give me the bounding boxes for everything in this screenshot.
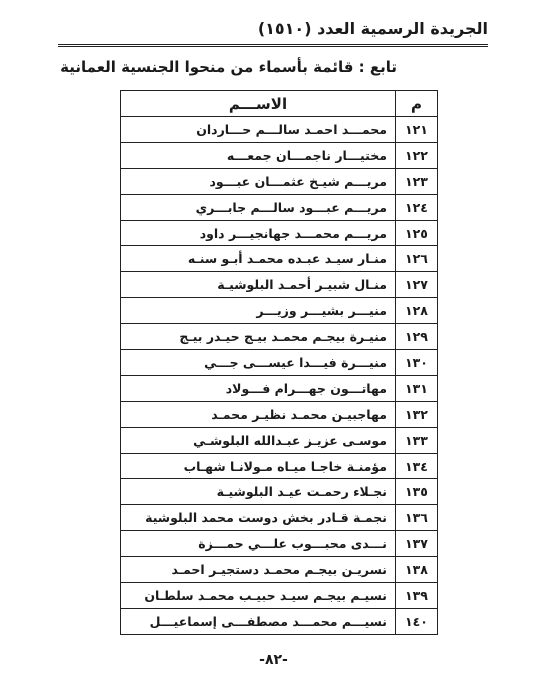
row-name: منـال شبيـر أحمـد البلوشيـة [121, 272, 396, 298]
row-name: مهاجبيـن محمـد نظيـر محمـد [121, 401, 396, 427]
names-table [120, 90, 438, 635]
table-body [121, 117, 438, 635]
row-number: ١٣٤ [396, 453, 438, 479]
table-row [121, 479, 438, 505]
row-number: ١٢٤ [396, 194, 438, 220]
table-header-row [121, 91, 438, 117]
list-subtitle: تابع : قائمة بأسماء من منحوا الجنسية العمانية [60, 58, 397, 76]
table-row [121, 427, 438, 453]
table-row [121, 401, 438, 427]
row-name: مختيـــار ناجمـــان جمعـــه [121, 142, 396, 168]
row-number: ١٣٣ [396, 427, 438, 453]
table-row [121, 194, 438, 220]
table-row [121, 505, 438, 531]
row-number: ١٣١ [396, 375, 438, 401]
table-row [121, 557, 438, 583]
row-name: نسيـم بيجـم سيـد حبيـب محمـد سلطـان [121, 583, 396, 609]
row-number: ١٣٠ [396, 350, 438, 376]
row-name: مريـــم عبـــود سالـــم جابـــري [121, 194, 396, 220]
table-row [121, 142, 438, 168]
table-row [121, 272, 438, 298]
row-number: ١٤٠ [396, 608, 438, 634]
row-number: ١٣٦ [396, 505, 438, 531]
row-name: مؤمنـة خاجـا ميـاه مـولانـا شهـاب [121, 453, 396, 479]
gazette-title: الجريدة الرسمية العدد (١٥١٠) [257, 18, 488, 38]
row-number: ١٢١ [396, 117, 438, 143]
table-row [121, 375, 438, 401]
row-number: ١٢٧ [396, 272, 438, 298]
row-number: ١٣٧ [396, 531, 438, 557]
row-name: موسـى عزيـز عبـدالله البلوشـي [121, 427, 396, 453]
row-name: محمـــد احمـد سالـــم حـــاردان [121, 117, 396, 143]
row-name: نجـلاء رحمـت عيـد البلوشيـة [121, 479, 396, 505]
row-name: نـــدى محبـــوب علـــي حمـــزة [121, 531, 396, 557]
table-row [121, 350, 438, 376]
row-number: ١٣٢ [396, 401, 438, 427]
row-number: ١٣٨ [396, 557, 438, 583]
table-row [121, 298, 438, 324]
table-row [121, 168, 438, 194]
row-name: مهاتـــون جهـــرام فـــولاد [121, 375, 396, 401]
row-number: ١٢٦ [396, 246, 438, 272]
row-name: نسيـــم محمـــد مصطفـــى إسماعيـــل [121, 608, 396, 634]
row-name: نسريـن بيجـم محمـد دستجيـر احمـد [121, 557, 396, 583]
row-number: ١٢٥ [396, 220, 438, 246]
table-row [121, 117, 438, 143]
row-name: منيـرة بيجـم محمـد بيـج حيـدر بيـج [121, 324, 396, 350]
page-number: -٨٢- [259, 652, 288, 668]
table-row [121, 246, 438, 272]
row-name: منـار سيـد عبـده محمـد أبـو سنـه [121, 246, 396, 272]
row-name: منيـــر بشيـــر وزيـــر [121, 298, 396, 324]
row-name: مريـــم شيـخ عثمـــان عبـــود [121, 168, 396, 194]
row-number: ١٢٩ [396, 324, 438, 350]
table-row [121, 608, 438, 634]
row-name: منيـــرة فيـــدا عيســـى جـــي [121, 350, 396, 376]
row-number: ١٣٩ [396, 583, 438, 609]
gazette-header [58, 12, 488, 47]
row-number: ١٢٣ [396, 168, 438, 194]
column-header-name: الاســـم [121, 91, 396, 117]
table-row [121, 324, 438, 350]
row-number: ١٢٨ [396, 298, 438, 324]
table-row [121, 220, 438, 246]
row-name: نجمـة قـادر بخش دوست محمد البلوشية [121, 505, 396, 531]
table-row [121, 583, 438, 609]
row-number: ١٣٥ [396, 479, 438, 505]
table-row [121, 453, 438, 479]
table-row [121, 531, 438, 557]
row-number: ١٢٢ [396, 142, 438, 168]
row-name: مريـــم محمـــد جهانجيـــر داود [121, 220, 396, 246]
column-header-number: م [396, 91, 438, 117]
